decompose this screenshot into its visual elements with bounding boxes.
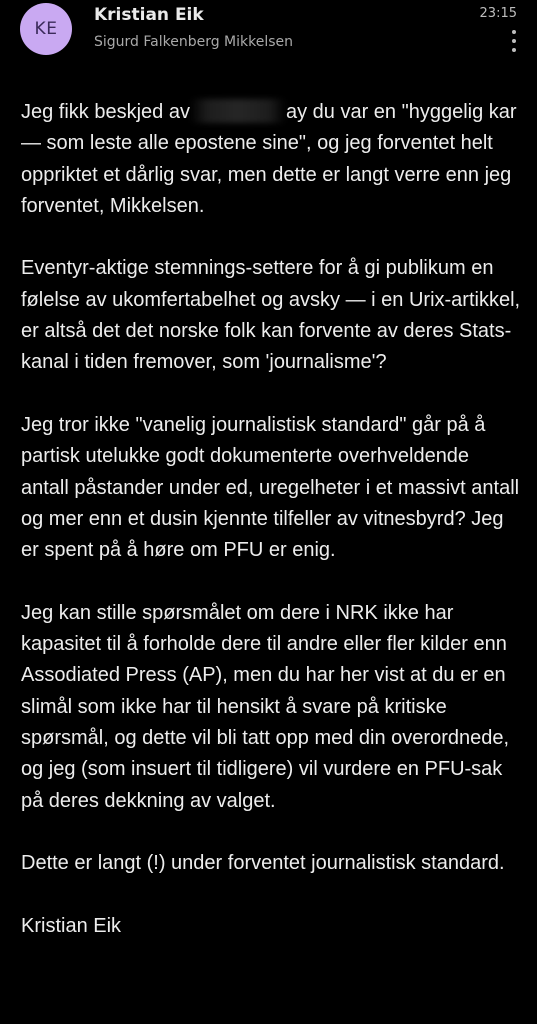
email-header (0, 0, 537, 66)
more-vert-icon[interactable] (509, 30, 519, 52)
sender-name[interactable]: Kristian Eik (94, 5, 204, 25)
recipient-name[interactable]: Sigurd Falkenberg Mikkelsen (94, 34, 294, 50)
paragraph-1 (21, 97, 521, 222)
paragraph-4: Jeg kan stille spørsmålet om dere i NRK ikke har kapasitet til å forholde dere til andre eller fler kilder enn Assodiated Press (AP), men du har her vist at du er en slimål som ikke har til hensikt å svare på kritiske spørsmål, og dette vil bli tatt opp med din overordnede, og jeg (som insuert til tidligere) vil vurdere en PFU-sak på deres dekkning av valget. (21, 601, 510, 812)
paragraph-1-end: ay du var en "hyggelig kar — som leste alle epostene sine", og jeg forventet helt oppriktet et dårlig svar, men dette er langt verre enn jeg forventet, Mikkelsen. (21, 101, 517, 217)
paragraph-1-start: Jeg fikk beskjed av (21, 101, 190, 123)
paragraph-5: Dette er langt (!) under forventet journalistisk standard. (21, 852, 505, 875)
timestamp: 23:15 (479, 6, 517, 21)
avatar-initials: KE (34, 19, 58, 39)
avatar[interactable] (20, 3, 72, 55)
redacted-text (190, 99, 286, 123)
paragraph-3: Jeg tror ikke "vanelig journalistisk standard" går på å partisk utelukke godt dokumenterte overhveldende antall påstander under ed, uregelheter i et massivt antall og mer enn et dusin kjennte tilfeller av vitnesbyrd? Jeg er spent på å høre om PFU er enig. (21, 413, 520, 562)
email-body (21, 97, 521, 973)
signature: Kristian Eik (21, 914, 122, 937)
paragraph-2: Eventyr-aktige stemnings-settere for å gi publikum en følelse av ukomfertabelhet og avsky — i en Urix-artikkel, er altså det det norske folk kan forvente av deres Stats-kanal i tiden fremover, som 'journalisme'? (21, 257, 521, 374)
